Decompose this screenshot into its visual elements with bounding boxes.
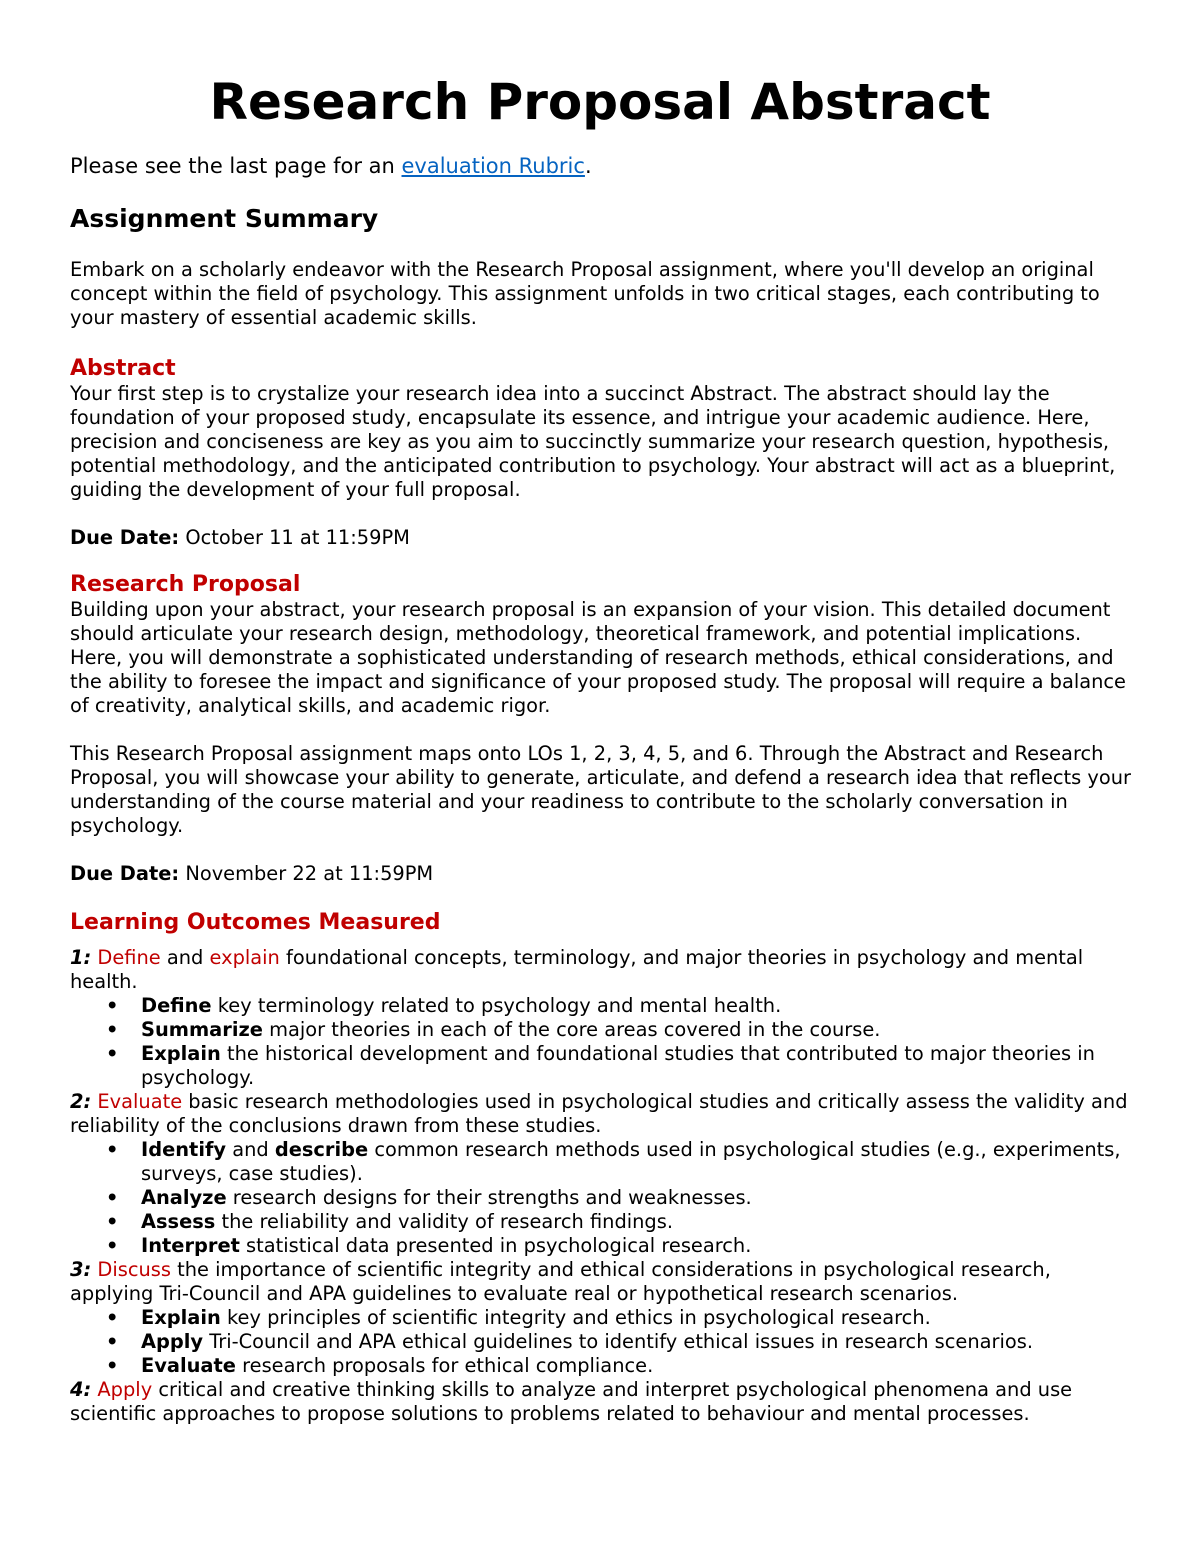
outcome-verb: Interpret xyxy=(141,1234,240,1257)
due-date-value: November 22 at 11:59PM xyxy=(179,862,434,885)
abstract-text: Your first step is to crystalize your research idea into a succinct Abstract. The abstract should lay the foundation of your proposed study, encapsulate its essence, and intrigue your academic audience. Here, precision and conciseness are key as you aim to succinctly summarize your research question, hypothesis, potential methodology, and the anticipated contribution to psychology. Your abstract will act as a blueprint, guiding the development of your full proposal. xyxy=(70,382,1116,501)
list-item xyxy=(70,1234,1135,1258)
abstract-due-date xyxy=(70,526,1135,550)
outcome-text: major theories in each of the core areas covered in the course. xyxy=(262,1018,881,1041)
list-item xyxy=(70,1210,1135,1234)
outcome-text: foundational concepts, terminology, and major theories in psychology and mental health. xyxy=(70,946,1084,993)
learning-outcomes-list xyxy=(70,946,1135,1426)
assignment-summary-heading: Assignment Summary xyxy=(70,204,379,233)
outcome-text: critical and creative thinking skills to analyze and interpret psychological phenomena and use scientific approaches to propose solutions to problems related to behaviour and mental processes. xyxy=(70,1378,1073,1425)
outcome-number: 3: xyxy=(70,1258,92,1281)
outcome-verb: Define xyxy=(141,994,212,1017)
learning-outcome-3 xyxy=(70,1258,1135,1306)
outcome-text: the reliability and validity of research findings. xyxy=(215,1210,674,1233)
outcome-verb: Explain xyxy=(141,1306,221,1329)
outcome-text: common research methods used in psychological studies (e.g., experiments, surveys, case studies). xyxy=(141,1138,1121,1185)
outcome-text: key terminology related to psychology and mental health. xyxy=(211,994,782,1017)
list-item xyxy=(70,1186,1135,1210)
intro-prefix: Please see the last page for an xyxy=(70,154,402,178)
proposal-text: Building upon your abstract, your research proposal is an expansion of your vision. This detailed document should articulate your research design, methodology, theoretical framework, and potential implications. Here, you will demonstrate a sophisticated understanding of research methods, ethical considerations, and the ability to foresee the impact and significance of your proposed study. The proposal will require a balance of creativity, analytical skills, and academic rigor. xyxy=(70,598,1126,717)
list-item xyxy=(70,1138,1135,1186)
outcome-verb: Analyze xyxy=(141,1186,227,1209)
outcome-text: key principles of scientific integrity and ethics in psychological research. xyxy=(220,1306,931,1329)
outcome-text: research proposals for ethical compliance. xyxy=(235,1354,654,1377)
outcome-verb: Apply xyxy=(141,1330,204,1353)
document-title: Research Proposal Abstract xyxy=(209,73,991,131)
learning-outcome-4 xyxy=(70,1378,1135,1426)
outcome-text: Tri-Council and APA ethical guidelines to identify ethical issues in research scenarios. xyxy=(203,1330,1034,1353)
outcome-text: basic research methodologies used in psychological studies and critically assess the validity and reliability of the conclusions drawn from these studies. xyxy=(70,1090,1128,1137)
due-date-label: Due Date: xyxy=(70,862,180,885)
summary-text: Embark on a scholarly endeavor with the Research Proposal assignment, where you'll develop an original concept within the field of psychology. This assignment unfolds in two critical stages, each contributing to your mastery of essential academic skills. xyxy=(70,258,1100,329)
outcome-verb: Evaluate xyxy=(141,1354,236,1377)
outcome-number: 2: xyxy=(70,1090,92,1113)
outcome-verb: Apply xyxy=(97,1378,153,1401)
learning-outcome-2 xyxy=(70,1090,1135,1138)
learning-outcome-1 xyxy=(70,946,1135,994)
outcome-text: and xyxy=(226,1138,275,1161)
due-date-label: Due Date: xyxy=(70,526,180,549)
outcome-verb: Explain xyxy=(141,1042,221,1065)
outcome-verb: Assess xyxy=(141,1210,216,1233)
outcome-bullets xyxy=(70,994,1135,1090)
list-item xyxy=(70,994,1135,1018)
document-page xyxy=(70,70,1135,1426)
outcome-verb: Identify xyxy=(141,1138,227,1161)
outcome-text: the importance of scientific integrity and ethical considerations in psychological research, applying Tri-Council and APA guidelines to evaluate real or hypothetical research scenarios. xyxy=(70,1258,1051,1305)
outcome-text: research designs for their strengths and weaknesses. xyxy=(226,1186,752,1209)
list-item xyxy=(70,1042,1135,1090)
proposal-text-2: This Research Proposal assignment maps onto LOs 1, 2, 3, 4, 5, and 6. Through the Abstract and Research Proposal, you will showcase your ability to generate, articulate, and defend a research idea that reflects your understanding of the course material and your readiness to contribute to the scholarly conversation in psychology. xyxy=(70,742,1132,837)
outcome-number: 1: xyxy=(70,946,92,969)
outcome-verb: Discuss xyxy=(97,1258,171,1281)
learning-outcomes-heading: Learning Outcomes Measured xyxy=(70,910,441,935)
list-item xyxy=(70,1306,1135,1330)
proposal-due-date xyxy=(70,862,1135,886)
outcome-verb: Evaluate xyxy=(97,1090,183,1113)
abstract-heading: Abstract xyxy=(70,356,176,381)
outcome-verb: Summarize xyxy=(141,1018,263,1041)
research-proposal-heading: Research Proposal xyxy=(70,572,301,597)
outcome-text: and xyxy=(160,946,210,969)
evaluation-rubric-link[interactable]: evaluation Rubric xyxy=(401,154,585,178)
list-item xyxy=(70,1354,1135,1378)
due-date-value: October 11 at 11:59PM xyxy=(179,526,410,549)
outcome-verb: describe xyxy=(274,1138,369,1161)
outcome-text: statistical data presented in psychological research. xyxy=(239,1234,752,1257)
outcome-number: 4: xyxy=(70,1378,92,1401)
outcome-text: the historical development and foundational studies that contributed to major theories in psychology. xyxy=(141,1042,1095,1089)
intro-suffix: . xyxy=(584,154,592,178)
intro-line xyxy=(70,154,1135,178)
outcome-bullets xyxy=(70,1306,1135,1378)
outcome-bullets xyxy=(70,1138,1135,1258)
list-item xyxy=(70,1018,1135,1042)
outcome-verb: explain xyxy=(209,946,280,969)
outcome-verb: Define xyxy=(97,946,161,969)
list-item xyxy=(70,1330,1135,1354)
